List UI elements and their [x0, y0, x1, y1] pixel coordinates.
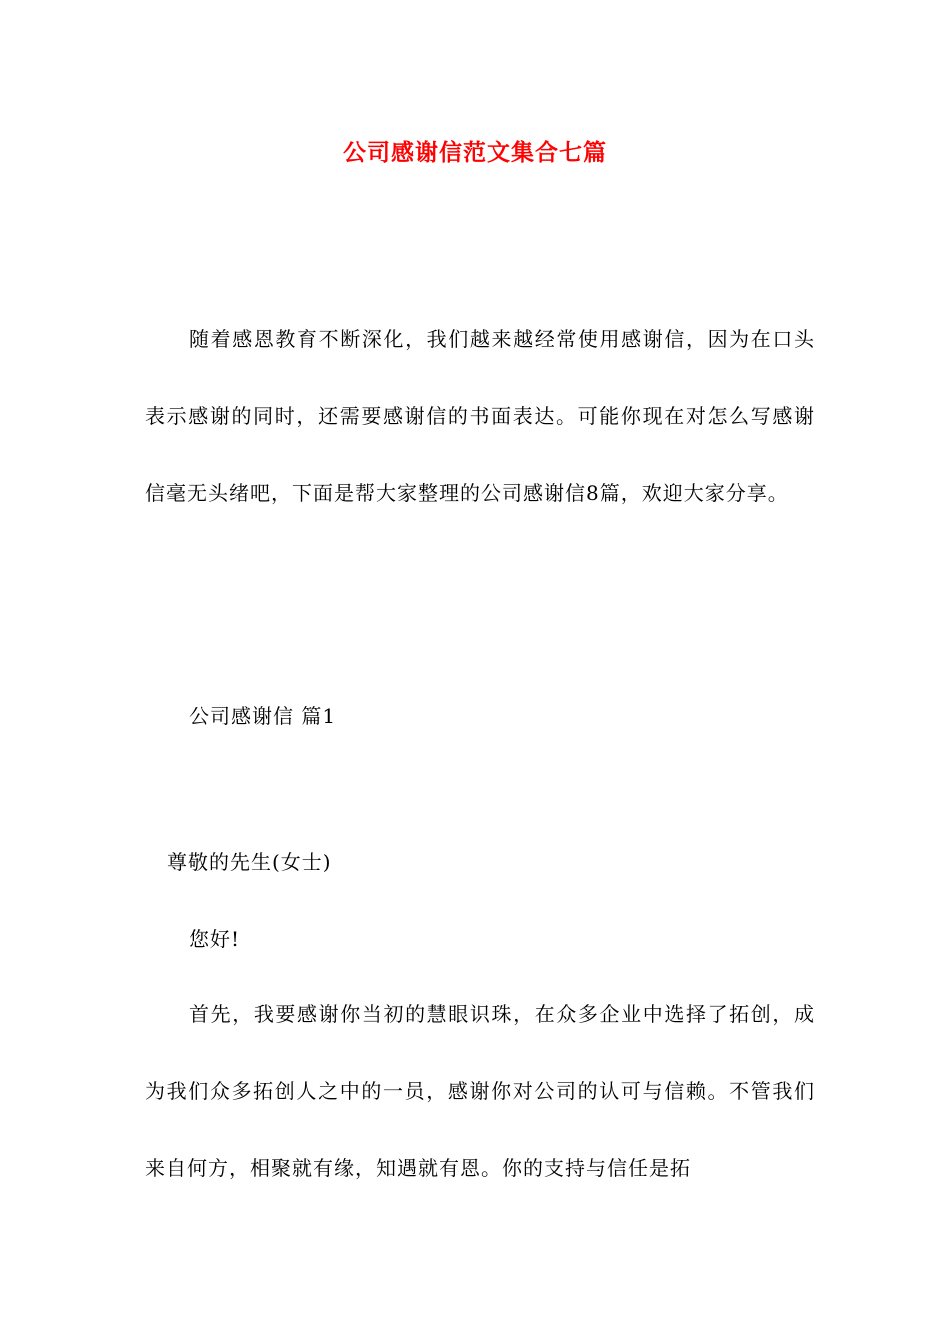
- section-heading: 公司感谢信 篇1: [189, 704, 337, 728]
- body-paragraph: 首先，我要感谢你当初的慧眼识珠，在众多企业中选择了拓创，成为我们众多拓创人之中的一员，感谢你对公司的认可与信赖。不管我们来自何方，相聚就有缘，知遇就有恩。你的支持与信任是拓: [145, 1002, 815, 1180]
- intro-paragraph: 随着感恩教育不断深化，我们越来越经常使用感谢信，因为在口头表示感谢的同时，还需要感谢信的书面表达。可能你现在对怎么写感谢信毫无头绪吧，下面是帮大家整理的公司感谢信8篇，欢迎大家分享。: [145, 327, 815, 505]
- salutation: 尊敬的先生(女士): [167, 850, 332, 874]
- document-title: 公司感谢信范文集合七篇: [343, 139, 607, 166]
- greeting: 您好!: [189, 927, 241, 951]
